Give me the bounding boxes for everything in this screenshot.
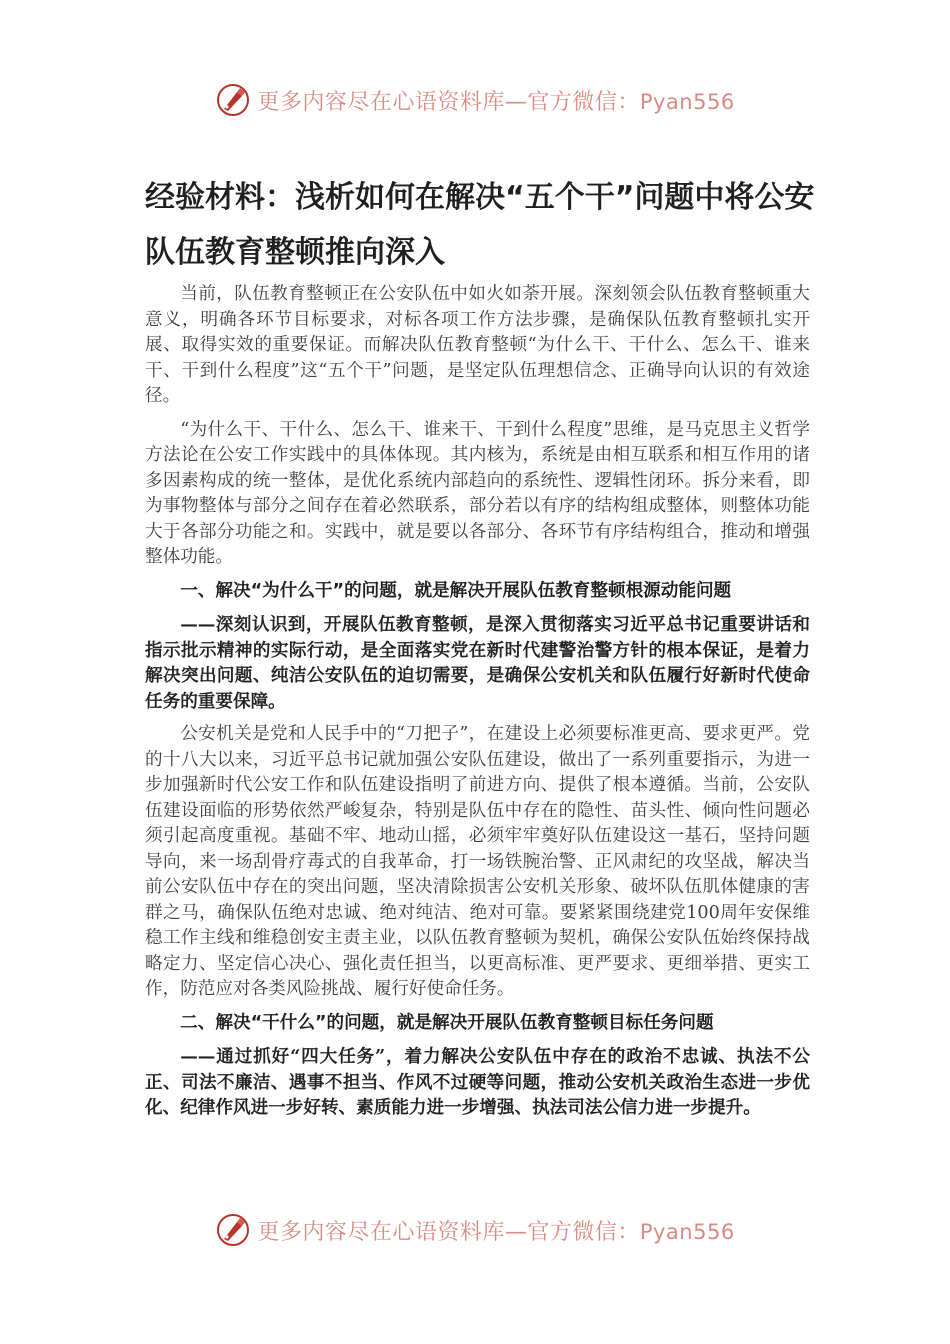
paragraph-methodology: “为什么干、干什么、怎么干、谁来干、干到什么程度”思维，是马克思主义哲学方法论在公安工作实践中的具体体现。其内核为，系统是由相互联系和相互作用的诸多因素构成的统一整体，是优化系统内部趋向的系统性、逻辑性闭环。拆分来看，即为事物整体与部分之间存在着必然联系，部分若以有序的结构组成整体，则整体功能大于各部分功能之和。实践中，就是要以各部分、各环节有序结构组合，推动和增强整体功能。 (145, 419, 810, 567)
watermark-text: 更多内容尽在心语资料库—官方微信：Pyan556 (257, 89, 735, 115)
section-summary-1: ——深刻认识到，开展队伍教育整顿，是深入贯彻落实习近平总书记重要讲话和指示批示精神的实际行动，是全面落实党在新时代建警治警方针的根本保证，是着力解决突出问题、纯洁公安队伍的迫切需要，是确保公安机关和队伍履行好新时代使命任务的重要保障。 (145, 614, 810, 712)
watermark-text: 更多内容尽在心语资料库—官方微信：Pyan556 (257, 1219, 735, 1245)
section-heading-2: 二、解决“干什么”的问题，就是解决开展队伍教育整顿目标任务问题 (180, 1012, 714, 1033)
pen-nib-logo-icon (215, 82, 251, 118)
wechat-id: Pyan556 (639, 1219, 735, 1244)
paragraph-section-1-body: 公安机关是党和人民手中的“刀把子”，在建设上必须要标准更高、要求更严。党的十八大以来，习近平总书记就加强公安队伍建设，做出了一系列重要指示，为进一步加强新时代公安工作和队伍建设指明了前进方向、提供了根本遵循。当前，公安队伍建设面临的形势依然严峻复杂，特别是队伍中存在的隐性、苗头性、倾向性问题必须引起高度重视。基础不牢、地动山摇，必须牢牢奠好队伍建设这一基石，坚持问题导向，来一场刮骨疗毒式的自我革命，打一场铁腕治警、正风肃纪的攻坚战，解决当前公安队伍中存在的突出问题，坚决清除损害公安机关形象、破坏队伍肌体健康的害群之马，确保队伍绝对忠诚、绝对纯洁、绝对可靠。要紧紧围绕建党100周年安保维稳工作主线和维稳创安主责主业，以队伍教育整顿为契机，确保公安队伍始终保持战略定力、坚定信心决心、强化责任担当，以更高标准、更严要求、更细举措、更实工作，防范应对各类风险挑战、履行好使命任务。 (145, 724, 810, 999)
wechat-id: Pyan556 (639, 89, 735, 114)
document-body (145, 282, 810, 1121)
watermark-banner-bottom (0, 1210, 950, 1250)
paragraph-intro: 当前，队伍教育整顿正在公安队伍中如火如荼开展。深刻领会队伍教育整顿重大意义，明确各环节目标要求，对标各项工作方法步骤，是确保队伍教育整顿扎实开展、取得实效的重要保证。而解决队伍教育整顿“为什么干、干什么、怎么干、谁来干、干到什么程度”这“五个干”问题，是坚定队伍理想信念、正确导向认识的有效途径。 (145, 284, 810, 406)
document-title: 经验材料：浅析如何在解决“五个干”问题中将公安队伍教育整顿推向深入 (145, 180, 815, 270)
watermark-banner-top (0, 80, 950, 120)
pen-nib-logo-icon (215, 1212, 251, 1248)
section-heading-1: 一、解决“为什么干”的问题，就是解决开展队伍教育整顿根源动能问题 (180, 580, 732, 601)
section-summary-2: ——通过抓好“四大任务”，着力解决公安队伍中存在的政治不忠诚、执法不公正、司法不廉洁、遇事不担当、作风不过硬等问题，推动公安机关政治生态进一步优化、纪律作风进一步好转、素质能力进一步增强、执法司法公信力进一步提升。 (145, 1046, 810, 1118)
